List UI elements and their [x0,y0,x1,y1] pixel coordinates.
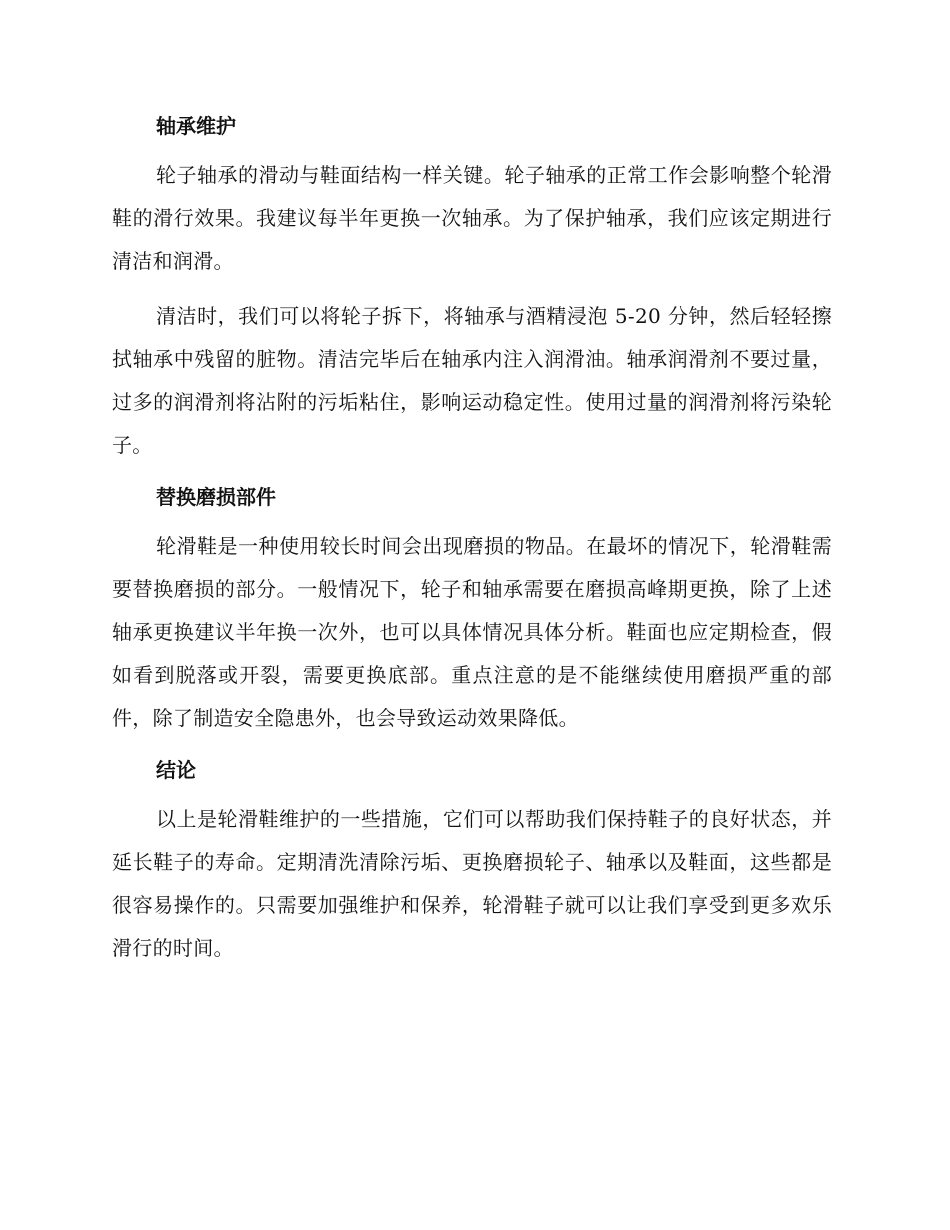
section-heading-bearing-maintenance: 轴承维护 [156,114,236,138]
paragraph-bearing-cleaning: 清洁时，我们可以将轮子拆下，将轴承与酒精浸泡 5-20 分钟，然后轻轻擦拭轴承中残留的脏物。清洁完毕后在轴承内注入润滑油。轴承润滑剂不要过量，过多的润滑剂将沾附的污垢粘住，影响运动稳定性。使用过量的润滑剂将污染轮子。 [112,304,832,457]
section-heading-replace-worn-parts: 替换磨损部件 [156,485,276,509]
paragraph-replace-worn-parts: 轮滑鞋是一种使用较长时间会出现磨损的物品。在最坏的情况下，轮滑鞋需要替换磨损的部分。一般情况下，轮子和轴承需要在磨损高峰期更换，除了上述轴承更换建议半年换一次外，也可以具体情况具体分析。鞋面也应定期检查，假如看到脱落或开裂，需要更换底部。重点注意的是不能继续使用磨损严重的部件，除了制造安全隐患外，也会导致运动效果降低。 [112,534,832,730]
paragraph-conclusion: 以上是轮滑鞋维护的一些措施，它们可以帮助我们保持鞋子的良好状态，并延长鞋子的寿命。定期清洗清除污垢、更换磨损轮子、轴承以及鞋面，这些都是很容易操作的。只需要加强维护和保养，轮滑鞋子就可以让我们享受到更多欢乐滑行的时间。 [112,807,832,960]
paragraph-bearing-importance: 轮子轴承的滑动与鞋面结构一样关键。轮子轴承的正常工作会影响整个轮滑鞋的滑行效果。我建议每半年更换一次轴承。为了保护轴承，我们应该定期进行清洁和润滑。 [112,163,832,273]
document-body [112,108,832,982]
section-heading-conclusion: 结论 [156,758,196,782]
